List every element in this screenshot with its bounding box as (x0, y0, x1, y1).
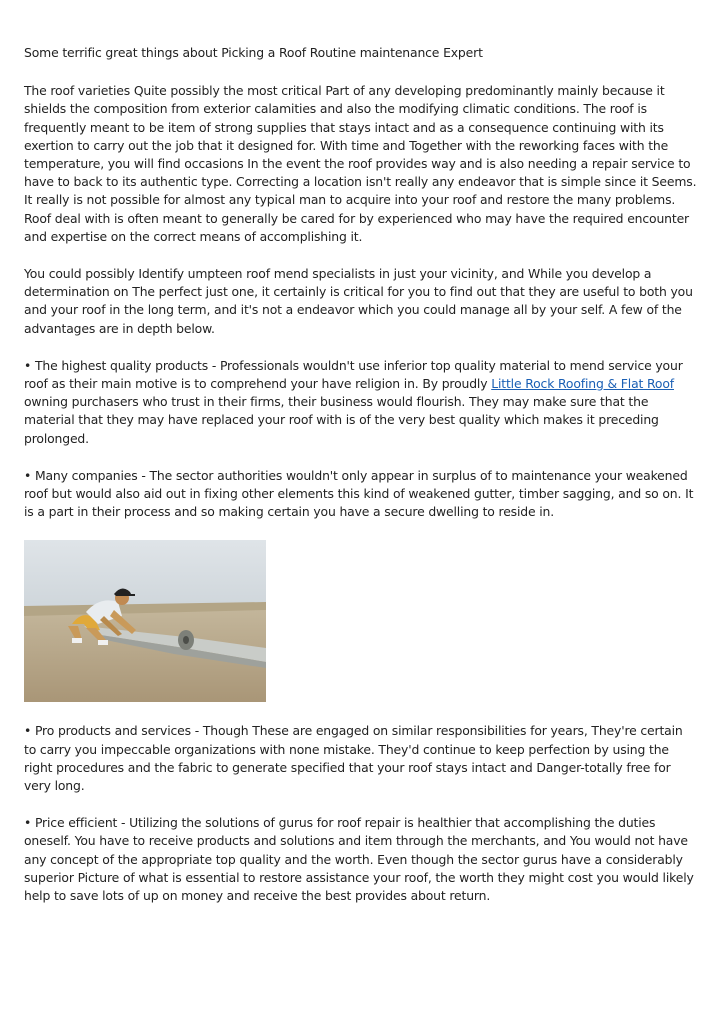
paragraph-many-companies: • Many companies - The sector authorities wouldn't only appear in surplus of to maintenance your weakened roof but would also aid out in fixing other elements this kind of weakened gutter, timber sagging, and so on. It is a part in their process and so making certain you have a secure dwelling to reside in. (24, 467, 694, 520)
paragraph-pro-services: • Pro products and services - Though These are engaged on similar responsibilities for years, They're certain to carry you impeccable organizations with none mistake. They'd continue to keep perfection by using the right procedures and the fabric to generate specified that your roof stays intact and Danger-totally free for very long. (24, 723, 683, 794)
article (24, 44, 698, 924)
quality-text-before: • The highest quality products - Professionals wouldn't use inferior top quality material to mend service your roof as their main motive is to comprehend your have religion in. By proudly (24, 357, 683, 392)
paragraph-quality-products (24, 357, 698, 448)
roofer-photo (24, 540, 266, 702)
paragraph-price-efficient: • Price efficient - Utilizing the solutions of gurus for roof repair is healthier that accomplishing the duties oneself. You have to receive products and solutions and item through the merchants, and You would not have any concept of the appropriate top quality and the worth. Even though the sector gurus have a considerably superior Picture of what is essential to restore assistance your roof, the worth they might cost you would likely help to save lots of up on money and receive the best provides about return. (24, 815, 694, 904)
little-rock-roofing-link[interactable]: Little Rock Roofing & Flat Roof (491, 376, 674, 392)
paragraph-intro: The roof varieties Quite possibly the most critical Part of any developing predominantly mainly because it shields the composition from exterior calamities and also the modifying climatic conditions. The roof is frequently meant to be item of strong supplies that stays intact and as a consequence continuing with its exertion to carry out the job that it designed for. With time and Together with the reworking faces with the temperature, you will find occasions In the event the roof provides way and is also needing a repair service to have to back to its authentic type. Correcting a location isn't really any endeavor that is simple since it Seems. It really is not possible for almost any typical man to acquire into your roof and restore the many problems. Roof deal with is often meant to generally be cared for by experienced who may have the required encounter and expertise on the correct means of accomplishing it. (24, 83, 697, 244)
quality-text-after: owning purchasers who trust in their firms, their business would flourish. They may make sure that the material that they may have replaced your roof with is of the very best quality which makes it preceding prolonged. (24, 394, 659, 446)
article-title: Some terrific great things about Picking a Roof Routine maintenance Expert (24, 45, 483, 60)
paragraph-specialists: You could possibly Identify umpteen roof mend specialists in just your vicinity, and While you develop a determination on The perfect just one, it certainly is critical for you to find out that they are useful to both you and your roof in the long term, and it's not a endeavor which you could manage all by your self. A few of the advantages are in depth below. (24, 266, 693, 336)
